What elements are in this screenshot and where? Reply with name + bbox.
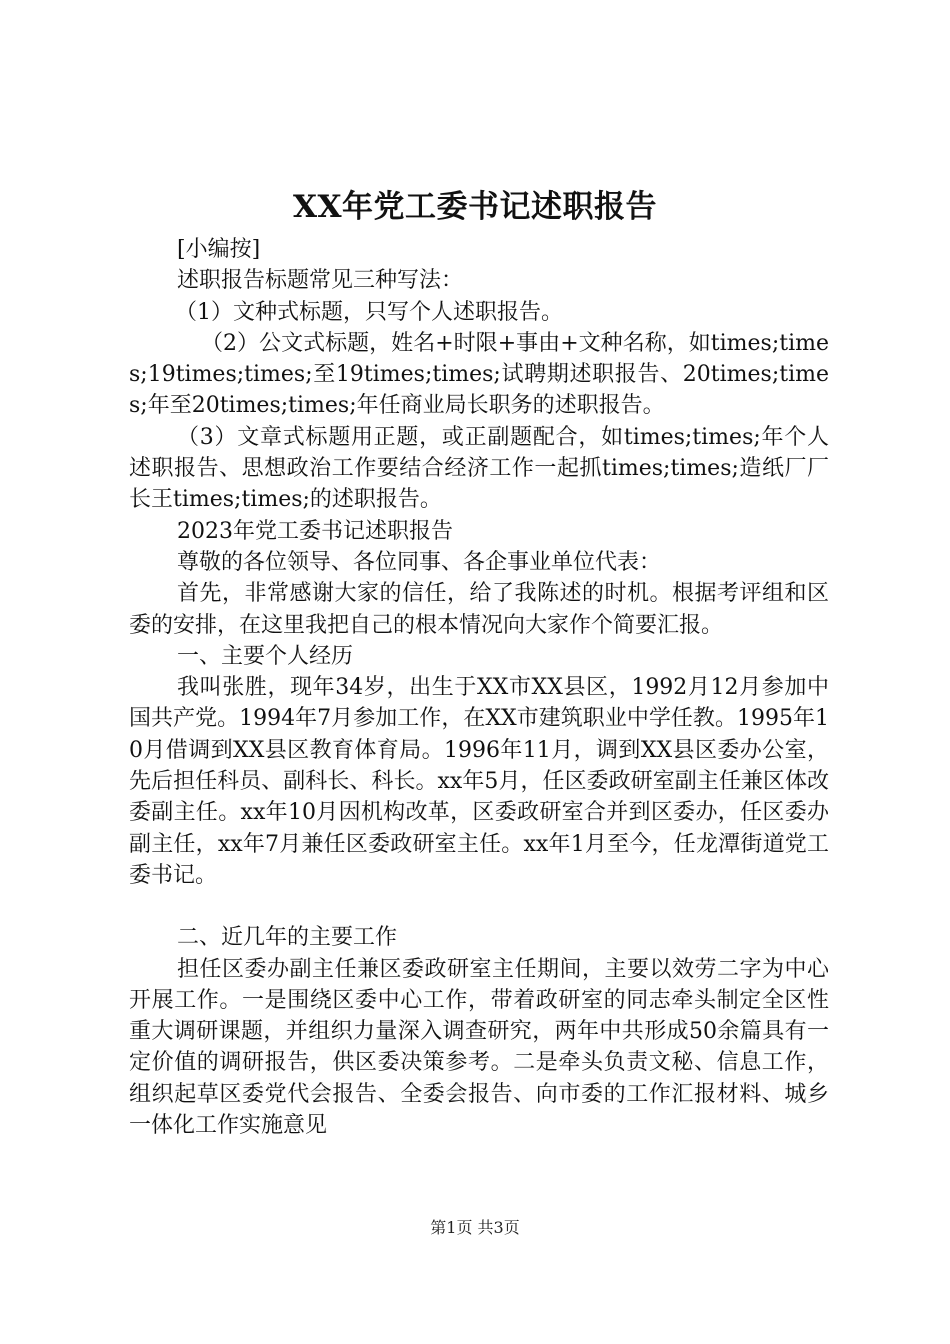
- section-heading-main-work: 二、近几年的主要工作: [177, 925, 398, 951]
- paragraph-format-1: （1）文种式标题，只写个人述职报告。: [175, 299, 563, 325]
- paragraph-format-2: （2）公文式标题，姓名+时限+事由+文种名称，如times;times;19times;times;至19times;times;试聘期述职报告、20times;times;年至20times;times;年任商业局长职务的述职报告。: [129, 330, 829, 419]
- document-title: XX年党工委书记述职报告: [292, 189, 658, 225]
- paragraph-salutation: 尊敬的各位领导、各位同事、各企事业单位代表：: [177, 549, 662, 575]
- page-footer: 第1页 共3页: [430, 1218, 520, 1237]
- paragraph-opening: 首先，非常感谢大家的信任，给了我陈述的时机。根据考评组和区委的安排，在这里我把自己的根本情况向大家作个简要汇报。: [129, 581, 829, 638]
- paragraph-editor-note: [小编按]: [177, 237, 261, 262]
- paragraph-personal-experience: 我叫张胜，现年34岁，出生于XX市XX县区，1992月12月参加中国共产党。1994年7月参加工作，在XX市建筑职业中学任教。1995年10月借调到XX县区教育体育局。1996年11月，调到XX县区委办公室，先后担任科员、副科长、科长。xx年5月，任区委政研室副主任兼区体改委副主任。xx年10月因机构改革，区委政研室合并到区委办，任区委办副主任，xx年7月兼任区委政研室主任。xx年1月至今，任龙潭街道党工委书记。: [129, 675, 829, 888]
- paragraph-main-work: 担任区委办副主任兼区委政研室主任期间，主要以效劳二字为中心开展工作。一是围绕区委中心工作，带着政研室的同志牵头制定全区性重大调研课题，并组织力量深入调查研究，两年中共形成50余篇具有一定价值的调研报告，供区委决策参考。二是牵头负责文秘、信息工作，组织起草区委党代会报告、全委会报告、向市委的工作汇报材料、城乡一体化工作实施意见: [129, 956, 829, 1139]
- paragraph-spacer: [129, 891, 829, 922]
- document-body: [129, 234, 829, 1141]
- paragraph-format-3: （3）文章式标题用正题，或正副题配合，如times;times;年个人述职报告、思想政治工作要结合经济工作一起抓times;times;造纸厂厂长王times;times;的述职报告。: [129, 424, 829, 513]
- paragraph-report-heading: 2023年党工委书记述职报告: [177, 518, 453, 544]
- section-heading-personal-experience: 一、主要个人经历: [177, 643, 354, 669]
- paragraph-title-formats-intro: 述职报告标题常见三种写法：: [177, 268, 464, 294]
